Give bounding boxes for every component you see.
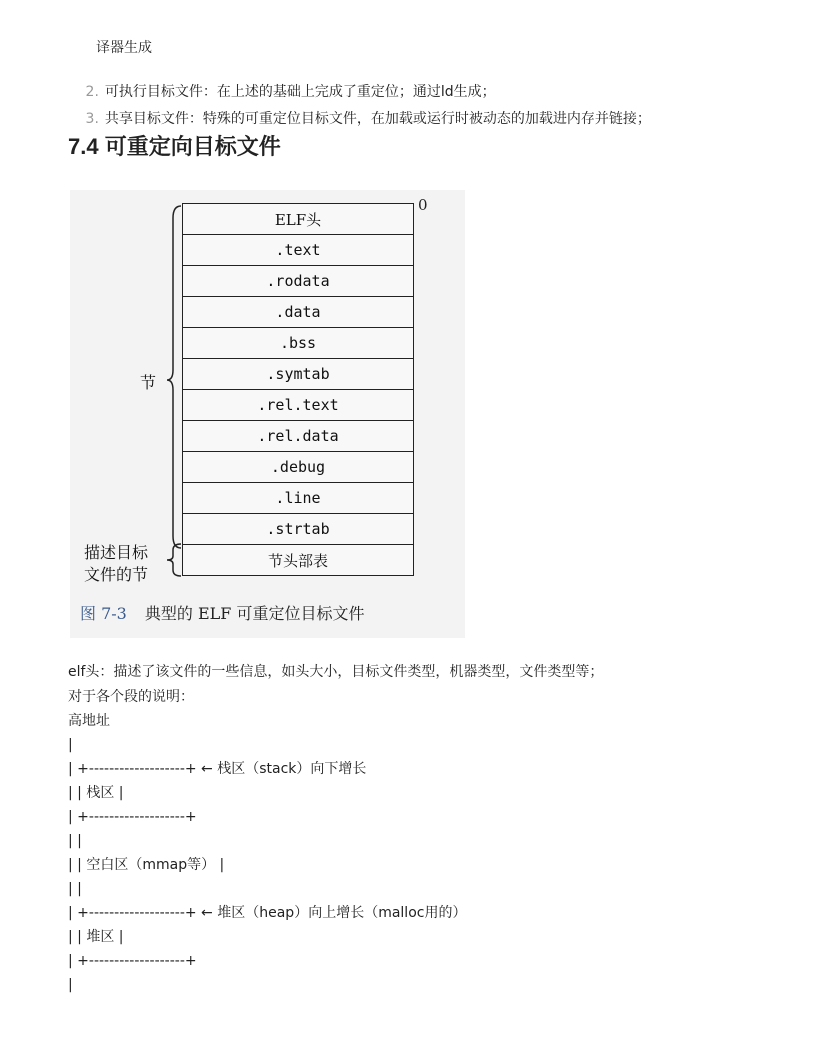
ascii-line: | | [68, 833, 82, 849]
list-number: 2. [85, 84, 99, 100]
offset-zero-label: 0 [418, 196, 428, 214]
elf-row: ELF头 [183, 204, 413, 235]
elf-section-stack [182, 203, 414, 576]
desc-label-line1: 描述目标 [84, 543, 149, 562]
ascii-line: | [68, 977, 73, 993]
segments-intro: 对于各个段的说明： [68, 689, 194, 705]
ascii-line: | | [68, 881, 82, 897]
ascii-line: | | 栈区 | [68, 785, 124, 801]
sections-brace [165, 204, 185, 550]
sections-label: 节 [140, 373, 157, 392]
figure-number: 图 7-3 [80, 604, 127, 623]
desc-label-line2: 文件的节 [84, 565, 149, 584]
ascii-line: | +-------------------+ [68, 809, 197, 825]
elf-row: 节头部表 [267, 551, 328, 570]
list-item-1-continuation: 译器生成 [96, 40, 152, 56]
list-item-text: 共享目标文件：特殊的可重定位目标文件，在加载或运行时被动态的加载进内存并链接； [104, 111, 651, 127]
list-number: 3. [85, 111, 99, 127]
high-address-label: 高地址 [68, 713, 110, 729]
ascii-line: | +-------------------+ ← 栈区（stack）向下增长 [68, 761, 367, 777]
ascii-line: | | 空白区（mmap等） | [68, 857, 225, 873]
elf-row: .rodata [183, 266, 413, 297]
ascii-line: | +-------------------+ ← 堆区（heap）向上增长（malloc用的） [68, 905, 467, 921]
desc-brace [165, 542, 185, 578]
elf-row: .rel.text [183, 390, 413, 421]
elf-row: .data [183, 297, 413, 328]
elf-row: .debug [183, 452, 413, 483]
elf-row: .text [183, 235, 413, 266]
ascii-line: | | 堆区 | [68, 929, 124, 945]
ascii-line: | [68, 737, 73, 753]
elf-row: .rel.data [183, 421, 413, 452]
section-title: 7.4 可重定向目标文件 [68, 134, 281, 159]
elf-figure [70, 190, 465, 638]
figure-caption [80, 601, 364, 624]
elf-row: .bss [183, 328, 413, 359]
elf-row: .line [183, 483, 413, 514]
ascii-line: | +-------------------+ [68, 953, 197, 969]
elf-header-description: elf头：描述了该文件的一些信息，如头大小，目标文件类型，机器类型，文件类型等； [68, 664, 604, 680]
elf-row: .symtab [183, 359, 413, 390]
list-item-3 [72, 92, 651, 128]
figure-caption-text: 典型的 ELF 可重定位目标文件 [144, 604, 365, 623]
list-item-text: 可执行目标文件：在上述的基础上完成了重定位；通过ld生成； [104, 84, 496, 100]
elf-row: .strtab [183, 514, 413, 545]
